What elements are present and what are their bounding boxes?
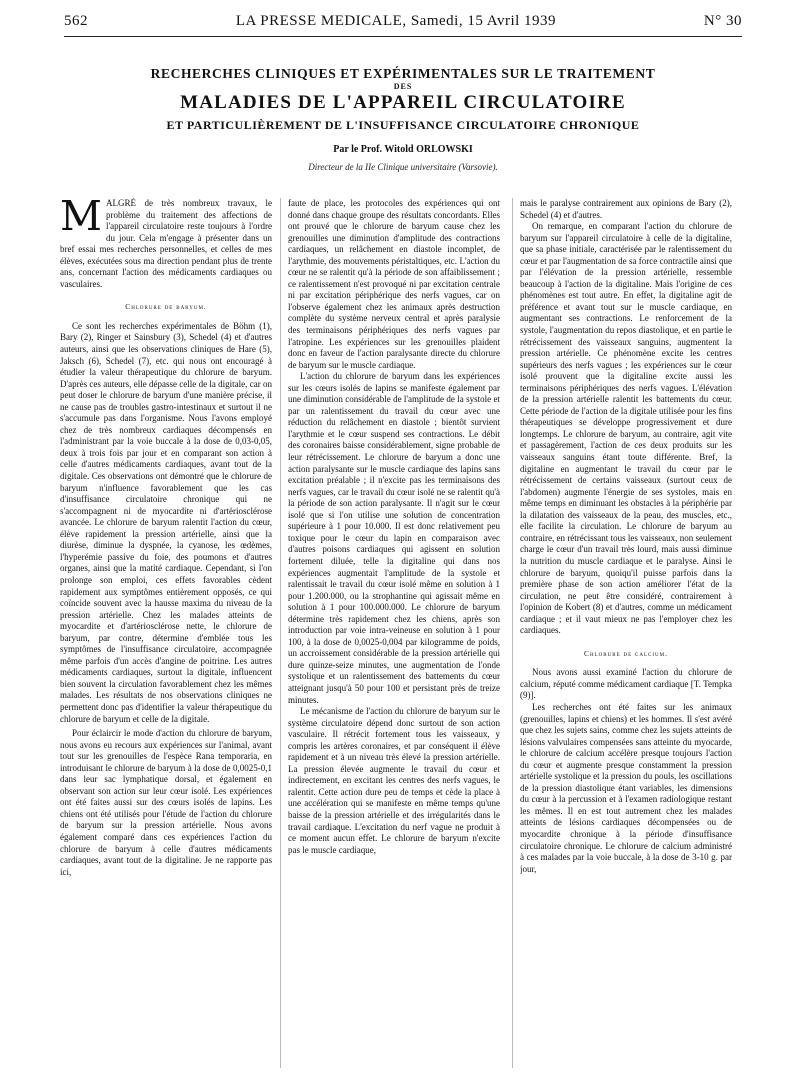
intro-text: ALGRÉ de très nombreux travaux, le problème du traitement des affections de l'appareil circulatoire reste toujours à l'ordre du jour. Cela m'engage à présenter dans un bref essai mes recherches personnelles, et celles de mes élèves, exécutées sous ma direction pendant plus de trente ans, concernant l'action des médicaments cardiaques ou vasculaires.	[60, 198, 272, 289]
title-line-2: DES	[393, 82, 413, 91]
paragraph: Nous avons aussi examiné l'action du chlorure de calcium, réputé comme médicament cardiaque [T. Tempka (9)].	[520, 667, 732, 701]
running-header	[64, 8, 742, 34]
title-line-4: ET PARTICULIÈREMENT DE L'INSUFFISANCE CIRCULATOIRE CHRONIQUE	[166, 118, 640, 132]
column-2	[288, 198, 500, 1068]
paragraph: faute de place, les protocoles des expériences qui ont donné dans chaque groupe des résultats concordants. Elles ont prouvé que le chlorure de baryum cause chez les grenouilles une diminution d'amplitude des contractions cardiaques, un relâchement en diastole incomplet, de l'arythmie, des mouvements péristaltiques, etc. L'action du cœur ne se ralentit qu'à la période de son affaiblissement ; ce ralentissement n'est provoqué ni par excitation centrale ni par excitation périphérique des nerfs vagues, car on l'observe également chez les animaux après destruction complète du système nerveux central et après paralysie des terminaisons périphériques des nerfs vagues par l'atropine. Les expériences sur les grenouilles plaident donc en faveur de l'action paralysante directe du chlorure de baryum sur le muscle cardiaque.	[288, 198, 500, 370]
page-number: 562	[64, 12, 88, 29]
author-line: Par le Prof. Witold ORLOWSKI	[333, 144, 473, 155]
paragraph: Ce sont les recherches expérimentales de Böhm (1), Bary (2), Ringer et Sainsbury (3), Schedel (4) et d'autres auteurs, ainsi que les observations cliniques de Hare (5), Jaksch (6), Schedel (7), etc. qui nous ont encouragé à étudier la valeur thérapeutique du chlorure de baryum. D'après ces auteurs, elle dépasse celle de la digitale, car on peut doser le chlorure de baryum d'une manière précise, il ne cause pas de troubles gastro-intestinaux et surtout il ne s'accumule pas dans l'organisme. Nous l'avons employé chez de très nombreux cardiaques décompensés en l'administrant par la voie buccale à la dose de 0,03-0,05, deux à trois fois par jour et en comparant son action à celle d'autres médicaments cardiaques, avant tout de la digitale. Ces observations ont démontré que le chlorure de baryum n'influence favorablement que les cas d'insuffisance circulatoire chronique qui ne s'accompagnent ni de myocardite ni d'artériosclérose avancée. Le chlorure de baryum ralentit l'action du cœur, élève rapidement la pression artérielle, ainsi que la diurèse, diminue la dyspnée, la cyanose, les œdèmes, l'hyperémie passive du foie, des poumons et d'autres organes, ainsi que la matité cardiaque. Cependant, si l'on prolonge son emploi, ces effets favorables cèdent rapidement aux symptômes entièrement opposés, ce qui coïncide souvent avec la hausse maxima du niveau de la pression artérielle. Chez les malades atteints de myocardite et d'artériosclérose nette, le chlorure de baryum, par contre, détermine d'emblée tous les symptômes de l'insuffisance circulatoire, accompagnée même parfois d'un accès d'angine de poitrine. Les autres médicaments cardiaques, surtout la digitale, influencent bien souvent la circulation favorablement chez les mêmes malades. Les résultats de nos observations cliniques ne permettent donc pas d'identifier la valeur thérapeutique du chlorure de baryum et celle de la digitale.	[60, 320, 272, 724]
paragraph: Pour éclaircir le mode d'action du chlorure de baryum, nous avons eu recours aux expériences sur l'animal, avant tout sur les grenouilles de l'espèce Rana temporaria, en introduisant le chlorure de baryum à la dose de 0,0025-0,1 dans leur sac lymphatique dorsal, et également en observant son action sur leur cœur isolé. Les expériences ont été faites aussi sur des cœurs isolés de lapins. Les chiens ont été utilisés pour l'étude de l'action du chlorure de baryum sur la pression artérielle. Nous avons également comparé dans ces expériences l'action du chlorure de baryum à celle d'autres médicaments cardiaques, avant tout de la digitaline. Je ne rapporte pas ici,	[60, 728, 272, 877]
column-1	[60, 198, 272, 1068]
column-divider	[512, 198, 513, 1068]
section-heading: Chlorure de baryum.	[125, 302, 207, 312]
title-line-1: RECHERCHES CLINIQUES ET EXPÉRIMENTALES SUR LE TRAITEMENT	[150, 66, 656, 81]
affiliation-line: Directeur de la IIe Clinique universitaire (Varsovie).	[308, 162, 498, 172]
journal-title: LA PRESSE MEDICALE, Samedi, 15 Avril 1939	[235, 12, 557, 29]
article-title-block	[64, 66, 742, 173]
title-line-3: MALADIES DE L'APPAREIL CIRCULATOIRE	[180, 92, 626, 113]
section-heading: Chlorure de calcium.	[584, 648, 668, 658]
paragraph: Les recherches ont été faites sur les animaux (grenouilles, lapins et chiens) et les hommes. Il s'est avéré que chez les sujets sains, comme chez les sujets atteints de lésions valvulaires compensées sans atteinte du myocarde, le chlorure de calcium accélère presque toujours l'action du cœur et augmente presque constamment la pression artérielle systolique et la pression du pouls, les oscillations de la pression diastolique étant variables, les dimensions du cœur à la percussion et à l'examen radiologique restant les mêmes. Il en est tout autrement chez les malades atteints de lésions cardiaques décompensées ou de myocardite chronique à la période d'insuffisance circulatoire chronique. Le chlorure de calcium administré à ces malades par la voie buccale, à la dose de 3-10 g. par jour,	[520, 701, 732, 874]
paragraph: On remarque, en comparant l'action du chlorure de baryum sur l'appareil circulatoire à celle de la digitaline, que sa phase initiale, caractérisée par le ralentissement du cœur et par l'augmentation de sa force contractile ainsi que par l'élévation de la pression artérielle, ressemble beaucoup à l'action de la digitaline. Mais l'origine de ces phénomènes est tout autre. En effet, la digitaline agit de préférence et avant tout sur le muscle cardiaque, en augmentant ses contractions. Le renforcement de la systole, l'augmentation du repos diastolique, et en partie le rétrécissement des vaisseaux sanguins, augmentent la pression artérielle. Ce phénomène excite les centres supérieurs des nerfs vagues ; les expériences sur le cœur isolé prouvent que la digitaline excite aussi les terminaisons périphériques des nerfs vagues. L'élévation de la pression artérielle ralentit les battements du cœur. Cette période de l'action de la digitale utilisée pour les fins thérapeutiques se développe progressivement et dure longtemps. Le chlorure de baryum, au contraire, agit vite et passagèrement, l'action de ces deux produits sur les vaisseaux sanguins étant toute différente. Bref, la digitaline en augmentant le travail du cœur par le rétrécissement de certains vaisseaux (surtout ceux de l'abdomen) augmente l'énergie de ses systoles, mais en même temps en diminuant les obstacles à la périphérie par la dilatation des vaisseaux de la peau, des muscles, etc., elle facilite la circulation. Le chlorure de baryum au contraire, en rétrécissant tous les vaisseaux, non seulement charge le cœur d'un travail très lourd, mais aussi diminue la nutrition du muscle cardiaque et le paralyse. Ainsi le chlorure de baryum, quoiqu'il puisse parfois dans la première phase de son action améliorer l'état de la circulation, ne peut être considéré, contrairement à l'opinion de Kobert (8) et d'autres, comme un médicament cardiaque ; et il vaut mieux ne pas l'employer chez les cardiaques.	[520, 221, 732, 636]
dropcap: M	[60, 198, 102, 240]
paragraph: Le mécanisme de l'action du chlorure de baryum sur le système circulatoire dépend donc surtout de son action vasculaire. Il rétrécit fortement tous les vaisseaux, y compris les artères coronaires, et par conséquent il élève rapidement et à un niveau très élevé la pression artérielle. La pression élevée augmente le travail du cœur et indirectement, en excitant les centres des nerfs vagues, le ralentit. Cette action dure peu de temps et cède la place à une accélération qui se manifeste en même temps qu'une baisse de la pression artérielle et des irrégularités dans le travail cardiaque. L'excitation du nerf vague ne produit à ce moment aucun effet. Le chlorure de baryum n'excite pas le muscle cardiaque,	[288, 706, 500, 855]
column-3	[520, 198, 732, 1068]
column-divider	[280, 198, 281, 1068]
paragraph: L'action du chlorure de baryum dans les expériences sur les cœurs isolés de lapins se manifeste également par une diminution considérable de l'amplitude de la systole et par un ralentissement du travail du cœur avec une réduction du relâchement en diastole ; bientôt survient l'arythmie et le cœur suspend ses contractions. Le débit des coronaires baisse considérablement, signe probable de leur rétrécissement. Le chlorure de baryum a donc une action paralysante sur le muscle cardiaque des lapins sans excitation préalable ; il n'excite pas les terminaisons des nerfs vagues, car le travail du cœur isolé ne se ralentit qu'à la période de son action paralysante. Il n'agit sur le cœur isolé que si l'on utilise une solution de concentration supérieure à 1 pour 10.000. Il est donc relativement peu toxique pour le cœur du lapin en comparaison avec d'autres poisons cardiaques qui agissent en solution fortement diluée, telle la digitaline qui dans nos expériences augmentait l'amplitude de la systole et ralentissait le travail du cœur isolé même en solution à 1 pour 1.200.000, ou la strophantine qui agissait même en solution à 1 pour 100.000.000. Le chlorure de baryum détermine très rapidement chez les chiens, après son introduction par voie intra-veineuse en solution à 1 pour 100, à la dose de 0,0025-0,004 par kilogramme de poids, un accroissement considérable de la pression artérielle qui dure quinze-seize minutes, une augmentation de l'onde systolique et un ralentissement des battements du cœur atteignant jusqu'à 50 pour 100 et persistant près de treize minutes.	[288, 371, 500, 705]
intro-paragraph	[60, 198, 272, 290]
paragraph: mais le paralyse contrairement aux opinions de Bary (2), Schedel (4) et d'autres.	[520, 198, 732, 220]
header-rule	[64, 36, 742, 37]
issue-number: N° 30	[703, 12, 742, 29]
